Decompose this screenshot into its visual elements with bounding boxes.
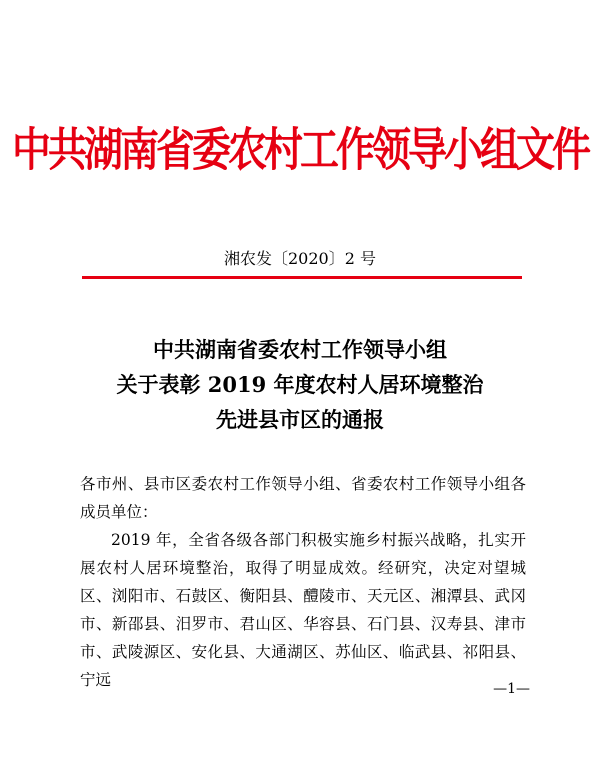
document-title bbox=[0, 332, 600, 437]
document-body bbox=[80, 470, 526, 694]
salutation: 各市州、县市区委农村工作领导小组、省委农村工作领导小组各成员单位： bbox=[80, 475, 526, 521]
body-paragraph: 2019 年，全省各级各部门积极实施乡村振兴战略，扎实开展农村人居环境整治，取得了明显成效。经研究，决定对望城区、浏阳市、石鼓区、衡阳县、醴陵市、天元区、湘潭县、武冈市、新邵县、汨罗市、君山区、华容县、石门县、汉寿县、津市市、武陵源区、安化县、大通湖区、苏仙区、临武县、祁阳县、宁远 bbox=[80, 531, 526, 689]
title-line-2: 关于表彰 2019 年度农村人居环境整治 bbox=[116, 372, 484, 397]
red-divider-line bbox=[82, 276, 522, 279]
title-line-3: 先进县市区的通报 bbox=[216, 407, 384, 432]
title-line-1: 中共湖南省委农村工作领导小组 bbox=[153, 337, 447, 362]
page-number: —1— bbox=[493, 681, 530, 697]
document-number: 湘农发〔2020〕2 号 bbox=[224, 249, 376, 268]
document-issuer-header: 中共湖南省委农村工作领导小组文件 bbox=[11, 124, 588, 178]
